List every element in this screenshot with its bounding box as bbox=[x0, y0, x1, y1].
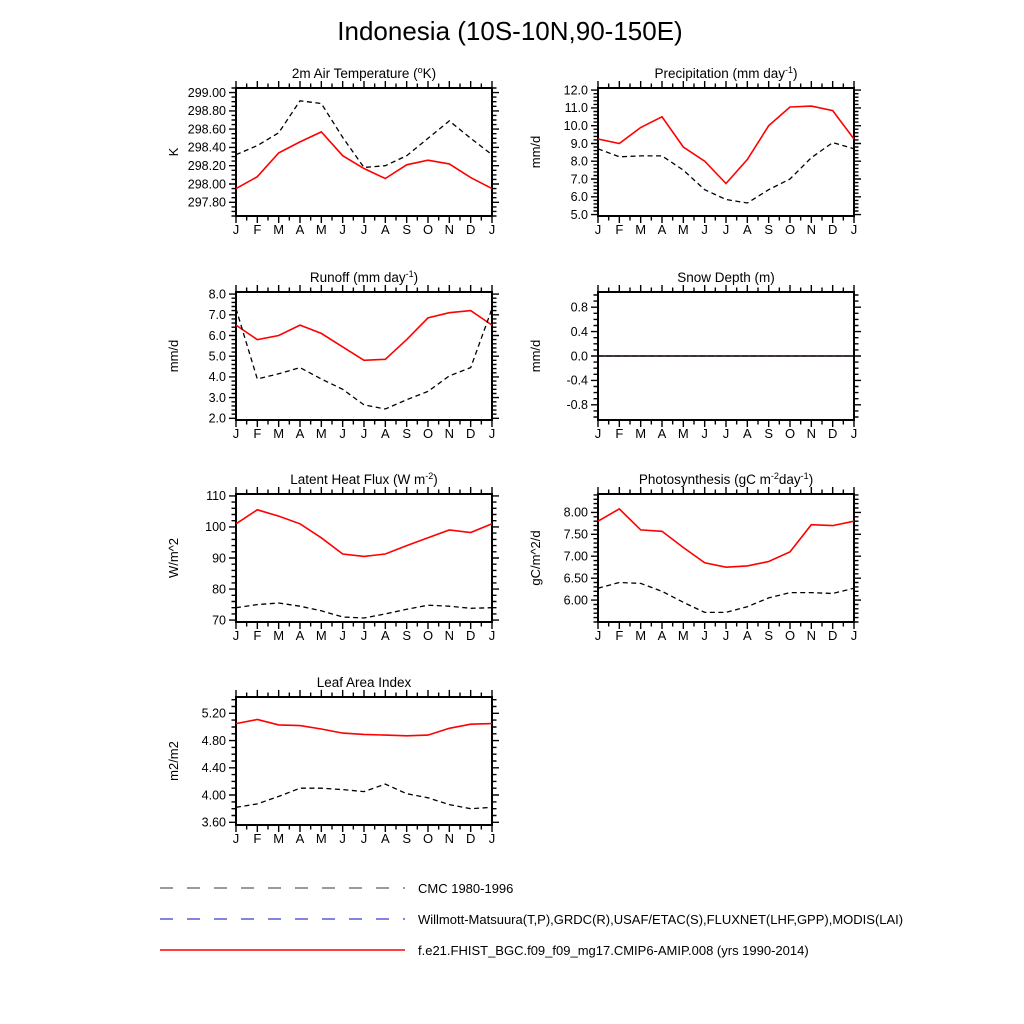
y-tick-label: 0.8 bbox=[570, 300, 588, 315]
x-tick-label: M bbox=[677, 222, 689, 237]
x-tick-label: J bbox=[488, 831, 496, 846]
y-axis-label: W/m^2 bbox=[166, 537, 181, 579]
series-observation bbox=[598, 143, 854, 203]
y-tick-label: 6.00 bbox=[563, 593, 588, 608]
x-tick-label: A bbox=[295, 628, 305, 643]
x-tick-label: O bbox=[784, 628, 796, 643]
figure-title: Indonesia (10S-10N,90-150E) bbox=[337, 16, 683, 46]
x-tick-label: J bbox=[360, 831, 368, 846]
x-tick-label: J bbox=[594, 222, 602, 237]
y-tick-label: 5.20 bbox=[201, 706, 226, 721]
x-tick-label: A bbox=[742, 628, 752, 643]
y-tick-label: 8.0 bbox=[570, 154, 588, 169]
legend-entry bbox=[160, 881, 903, 895]
x-tick-label: A bbox=[742, 426, 752, 441]
x-tick-label: J bbox=[232, 426, 240, 441]
x-tick-label: F bbox=[253, 426, 262, 441]
panel-title: Precipitation (mm day$^{-1}$) bbox=[654, 65, 798, 81]
series-observation bbox=[236, 784, 492, 809]
x-tick-label: F bbox=[615, 628, 624, 643]
x-tick-label: M bbox=[273, 628, 285, 643]
y-tick-label: 0.0 bbox=[570, 349, 588, 364]
x-tick-label: O bbox=[422, 628, 434, 643]
x-tick-label: A bbox=[380, 628, 390, 643]
x-tick-label: S bbox=[402, 831, 412, 846]
x-tick-label: S bbox=[402, 222, 412, 237]
x-tick-label: A bbox=[295, 426, 305, 441]
x-tick-label: N bbox=[444, 426, 455, 441]
x-tick-label: A bbox=[657, 222, 667, 237]
x-tick-label: S bbox=[764, 628, 774, 643]
y-tick-label: 0.4 bbox=[570, 324, 588, 339]
panel-title: Leaf Area Index bbox=[316, 675, 412, 690]
y-tick-label: 7.00 bbox=[563, 549, 588, 564]
x-tick-label: J bbox=[850, 628, 858, 643]
y-tick-label: 298.80 bbox=[187, 104, 226, 119]
series-model bbox=[236, 311, 492, 361]
x-tick-label: J bbox=[339, 831, 346, 846]
x-tick-label: D bbox=[827, 628, 838, 643]
x-tick-label: J bbox=[232, 628, 240, 643]
series-model bbox=[236, 132, 492, 189]
chart-latent-heat-flux bbox=[166, 464, 506, 656]
x-tick-label: M bbox=[635, 426, 647, 441]
y-tick-label: -0.4 bbox=[566, 373, 588, 388]
y-tick-label: -0.8 bbox=[566, 398, 588, 413]
chart-air-temperature-2m bbox=[166, 58, 506, 250]
legend-entry bbox=[160, 912, 903, 926]
series-model bbox=[236, 720, 492, 736]
x-tick-label: N bbox=[444, 831, 455, 846]
x-tick-label: D bbox=[465, 222, 476, 237]
x-tick-label: J bbox=[232, 222, 240, 237]
x-tick-label: O bbox=[784, 222, 796, 237]
y-tick-label: 298.00 bbox=[187, 177, 226, 192]
x-tick-label: O bbox=[422, 831, 434, 846]
x-tick-label: N bbox=[444, 222, 455, 237]
x-tick-label: N bbox=[806, 222, 817, 237]
y-tick-label: 7.0 bbox=[208, 308, 226, 323]
x-tick-label: S bbox=[402, 426, 412, 441]
x-tick-label: D bbox=[827, 426, 838, 441]
x-tick-label: M bbox=[677, 426, 689, 441]
y-tick-label: 298.60 bbox=[187, 122, 226, 137]
x-tick-label: F bbox=[253, 222, 262, 237]
x-tick-label: M bbox=[273, 831, 285, 846]
x-tick-label: J bbox=[701, 222, 708, 237]
legend-line bbox=[160, 915, 408, 923]
y-tick-label: 11.0 bbox=[564, 101, 588, 116]
x-tick-label: J bbox=[360, 628, 368, 643]
x-tick-label: J bbox=[339, 426, 346, 441]
y-tick-label: 4.0 bbox=[208, 370, 226, 385]
x-tick-label: M bbox=[677, 628, 689, 643]
x-tick-label: M bbox=[635, 628, 647, 643]
y-tick-label: 2.0 bbox=[208, 411, 226, 426]
x-tick-label: N bbox=[806, 426, 817, 441]
x-tick-label: M bbox=[315, 831, 327, 846]
y-tick-label: 5.0 bbox=[570, 207, 588, 222]
y-tick-label: 110 bbox=[206, 489, 226, 504]
x-tick-label: J bbox=[594, 426, 602, 441]
legend-label: Willmott-Matsuura(T,P),GRDC(R),USAF/ETAC(S),FLUXNET(LHF,GPP),MODIS(LAI) bbox=[418, 911, 904, 927]
y-tick-label: 297.80 bbox=[187, 195, 226, 210]
x-tick-label: J bbox=[488, 628, 496, 643]
y-tick-label: 5.0 bbox=[208, 349, 226, 364]
y-tick-label: 7.50 bbox=[563, 527, 588, 542]
x-tick-label: J bbox=[722, 426, 730, 441]
legend-entry bbox=[160, 943, 903, 957]
x-tick-label: M bbox=[315, 628, 327, 643]
x-tick-label: M bbox=[273, 222, 285, 237]
x-tick-label: J bbox=[488, 222, 496, 237]
chart-snow-depth bbox=[528, 262, 868, 454]
x-tick-label: J bbox=[701, 426, 708, 441]
y-tick-label: 4.40 bbox=[201, 761, 226, 776]
legend bbox=[160, 881, 903, 974]
x-tick-label: M bbox=[635, 222, 647, 237]
x-tick-label: M bbox=[273, 426, 285, 441]
x-tick-label: J bbox=[722, 628, 730, 643]
y-tick-label: 90 bbox=[212, 551, 226, 566]
x-tick-label: J bbox=[594, 628, 602, 643]
y-tick-label: 6.50 bbox=[563, 571, 588, 586]
x-tick-label: M bbox=[315, 426, 327, 441]
x-tick-label: N bbox=[806, 628, 817, 643]
x-tick-label: J bbox=[232, 831, 240, 846]
x-tick-label: D bbox=[465, 831, 476, 846]
x-tick-label: A bbox=[380, 222, 390, 237]
series-model bbox=[236, 510, 492, 557]
y-tick-label: 3.60 bbox=[201, 815, 226, 830]
x-tick-label: J bbox=[360, 222, 368, 237]
chart-leaf-area-index bbox=[166, 667, 506, 859]
legend-line bbox=[160, 946, 408, 954]
series-model bbox=[598, 106, 854, 183]
panel-title: Latent Heat Flux (W $m^{-2}$) bbox=[290, 471, 438, 487]
y-tick-label: 7.0 bbox=[570, 172, 588, 187]
x-tick-label: O bbox=[422, 426, 434, 441]
x-tick-label: A bbox=[742, 222, 752, 237]
chart-runoff bbox=[166, 262, 506, 454]
panel-title: Photosynthesis (gC $m^{-2}day^{-1}$) bbox=[638, 471, 814, 487]
y-tick-label: 298.20 bbox=[187, 159, 226, 174]
series-observation bbox=[236, 603, 492, 618]
legend-label: CMC 1980-1996 bbox=[418, 880, 514, 896]
y-axis-label: m2/m2 bbox=[166, 741, 181, 781]
y-axis-label: mm/d bbox=[528, 135, 543, 169]
series-observation bbox=[236, 309, 492, 409]
chart-precipitation bbox=[528, 58, 868, 250]
x-tick-label: F bbox=[253, 831, 262, 846]
y-tick-label: 80 bbox=[212, 582, 226, 597]
x-tick-label: J bbox=[339, 628, 346, 643]
x-tick-label: J bbox=[360, 426, 368, 441]
y-tick-label: 6.0 bbox=[570, 190, 588, 205]
y-tick-label: 100 bbox=[205, 520, 226, 535]
x-tick-label: D bbox=[465, 628, 476, 643]
y-tick-label: 10.0 bbox=[563, 118, 588, 133]
legend-label: f.e21.FHIST_BGC.f09_f09_mg17.CMIP6-AMIP.008 (yrs 1990-2014) bbox=[418, 942, 809, 958]
series-observation bbox=[598, 583, 854, 613]
x-tick-label: O bbox=[422, 222, 434, 237]
x-tick-label: S bbox=[764, 426, 774, 441]
y-axis-label: mm/d bbox=[166, 339, 181, 373]
x-tick-label: O bbox=[784, 426, 796, 441]
y-tick-label: 8.00 bbox=[563, 505, 588, 520]
y-tick-label: 4.80 bbox=[201, 733, 226, 748]
y-tick-label: 70 bbox=[212, 613, 226, 628]
x-tick-label: J bbox=[722, 222, 730, 237]
x-tick-label: F bbox=[615, 426, 624, 441]
y-tick-label: 3.0 bbox=[208, 390, 226, 405]
x-tick-label: A bbox=[657, 628, 667, 643]
y-tick-label: 4.00 bbox=[201, 788, 226, 803]
x-tick-label: A bbox=[657, 426, 667, 441]
legend-line bbox=[160, 884, 408, 892]
panel-title: 2m Air Temperature ($^o$K) bbox=[291, 65, 437, 81]
y-tick-label: 299.00 bbox=[187, 85, 226, 100]
x-tick-label: A bbox=[295, 222, 305, 237]
x-tick-label: A bbox=[295, 831, 305, 846]
x-tick-label: J bbox=[339, 222, 346, 237]
y-axis-label: mm/d bbox=[528, 339, 543, 373]
y-tick-label: 8.0 bbox=[208, 287, 226, 302]
x-tick-label: F bbox=[253, 628, 262, 643]
y-tick-label: 6.0 bbox=[208, 328, 226, 343]
y-axis-label: K bbox=[166, 147, 181, 157]
panel-title: Snow Depth (m) bbox=[677, 270, 775, 285]
y-axis-label: gC/m^2/d bbox=[528, 530, 543, 586]
y-tick-label: 12.0 bbox=[563, 83, 588, 98]
series-model bbox=[598, 509, 854, 567]
x-tick-label: F bbox=[615, 222, 624, 237]
x-tick-label: M bbox=[315, 222, 327, 237]
x-tick-label: N bbox=[444, 628, 455, 643]
x-tick-label: A bbox=[380, 426, 390, 441]
x-tick-label: S bbox=[764, 222, 774, 237]
y-tick-label: 9.0 bbox=[570, 136, 588, 151]
x-tick-label: J bbox=[701, 628, 708, 643]
chart-photosynthesis bbox=[528, 464, 868, 656]
x-tick-label: J bbox=[850, 426, 858, 441]
x-tick-label: A bbox=[380, 831, 390, 846]
x-tick-label: J bbox=[850, 222, 858, 237]
x-tick-label: S bbox=[402, 628, 412, 643]
x-tick-label: D bbox=[465, 426, 476, 441]
x-tick-label: D bbox=[827, 222, 838, 237]
panel-title: Runoff (mm day$^{-1}$) bbox=[309, 269, 419, 285]
y-tick-label: 298.40 bbox=[187, 140, 226, 155]
x-tick-label: J bbox=[488, 426, 496, 441]
